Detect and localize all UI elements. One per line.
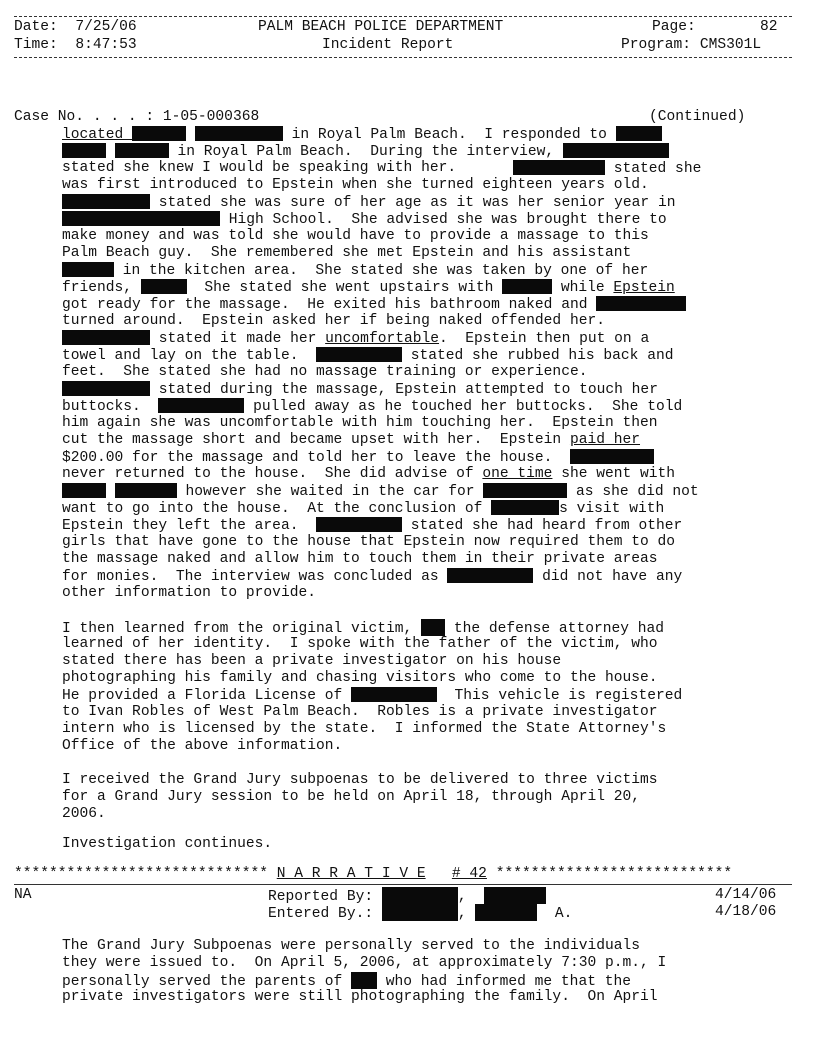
redaction xyxy=(616,126,662,141)
body-line: buttocks. pulled away as he touched her buttocks. She told xyxy=(62,399,683,415)
time-value: 8:47:53 xyxy=(75,37,137,53)
redaction xyxy=(62,381,150,396)
body-line: towel and lay on the table. stated she rubbed his back and xyxy=(62,348,674,364)
page-number: 82 xyxy=(760,19,778,35)
redaction xyxy=(62,211,220,226)
body-line: Office of the above information. xyxy=(62,738,343,754)
body-line: in Royal Palm Beach. During the interview, xyxy=(62,143,669,161)
body-line: other information to provide. xyxy=(62,585,316,601)
body-line: stated she knew I would be speaking with her. xyxy=(62,160,474,176)
body-line: for monies. The interview was concluded as did not have any xyxy=(62,569,683,585)
redaction xyxy=(351,687,437,702)
entered-by-line: Entered By.: , A. xyxy=(268,906,573,922)
reported-by-line: Reported By: , xyxy=(268,887,546,906)
redaction xyxy=(447,568,533,583)
redaction xyxy=(115,483,177,498)
body-line: intern who is licensed by the state. I informed the State Attorney's xyxy=(62,721,667,737)
body-line: stated she was sure of her age as it was her senior year in xyxy=(62,194,675,212)
redaction xyxy=(382,904,458,921)
redaction xyxy=(316,517,402,532)
redaction xyxy=(475,904,537,921)
body-line: Investigation continues. xyxy=(62,836,273,852)
narrative-rule xyxy=(14,884,792,885)
program-value: CMS301L xyxy=(699,37,762,53)
body-line: make money and was told she would have to provide a massage to this xyxy=(62,228,649,244)
body-line: got ready for the massage. He exited his bathroom naked and xyxy=(62,296,686,314)
body-line: High School. She advised she was brought there to xyxy=(62,211,667,229)
body-line: photographing his family and chasing visitors who come to the house. xyxy=(62,670,658,686)
body-line: stated it made her uncomfortable. Epstein then put on a xyxy=(62,330,649,348)
body-line: cut the massage short and became upset with her. Epstein paid her xyxy=(62,432,641,448)
time-label: Time: xyxy=(14,37,58,53)
narrative-title: N A R R A T I V E xyxy=(276,866,426,882)
redaction xyxy=(596,296,686,311)
continued-label: (Continued) xyxy=(649,109,746,125)
redaction xyxy=(62,330,150,345)
redaction xyxy=(570,449,654,464)
header-bottom-rule xyxy=(14,57,792,58)
redaction xyxy=(563,143,669,158)
body-line: however she waited in the car for as she did not xyxy=(62,483,699,501)
body-line: Palm Beach guy. She remembered she met Epstein and his assistant xyxy=(62,245,632,261)
narrative-line: they were issued to. On April 5, 2006, at approximately 7:30 p.m., I xyxy=(62,955,667,971)
redaction xyxy=(62,143,106,158)
redaction xyxy=(158,398,244,413)
narrative-code: NA xyxy=(14,887,32,903)
body-line: girls that have gone to the house that Epstein now required them to do xyxy=(62,534,676,550)
case-number: Case No. . . . : 1-05-000368 xyxy=(14,109,260,125)
body-line: turned around. Epstein asked her if being naked offended her. xyxy=(62,313,605,329)
program-line xyxy=(621,37,761,54)
narrative-line: private investigators were still photographing the family. On April xyxy=(62,989,658,1005)
redaction xyxy=(115,143,169,158)
redaction xyxy=(382,887,458,904)
redaction xyxy=(483,483,567,498)
redaction xyxy=(502,279,552,294)
body-line: $200.00 for the massage and told her to leave the house. xyxy=(62,449,654,467)
body-line: feet. She stated she had no massage training or experience. xyxy=(62,364,588,380)
narrative-line: personally served the parents of who had informed me that the xyxy=(62,974,631,990)
program-label: Program: xyxy=(621,37,692,53)
body-line: learned of her identity. I spoke with the father of the victim, who xyxy=(62,636,658,652)
header-top-rule xyxy=(14,16,792,17)
redaction xyxy=(62,194,150,209)
body-line: want to go into the house. At the conclusion of s visit with xyxy=(62,501,665,517)
redaction xyxy=(351,972,377,989)
body-line: never returned to the house. She did advise of one time she went with xyxy=(62,466,676,482)
entered-date: 4/18/06 xyxy=(715,904,777,920)
redaction xyxy=(141,279,187,294)
page-label: Page: xyxy=(652,19,696,35)
narrative-separator: ***************************** N A R R A T I V E # 42 *************************** xyxy=(14,866,733,882)
body-line: stated there has been a private investigator on his house xyxy=(62,653,562,669)
body-line: I then learned from the original victim, the defense attorney had xyxy=(62,621,665,637)
body-line: He provided a Florida License of This vehicle is registered xyxy=(62,688,683,704)
redaction xyxy=(484,887,546,904)
body-line: the massage naked and allow him to touch them in their private areas xyxy=(62,551,658,567)
redaction xyxy=(316,347,402,362)
reported-date: 4/14/06 xyxy=(715,887,777,903)
body-line: for a Grand Jury session to be held on April 18, through April 20, xyxy=(62,789,641,805)
redaction xyxy=(195,126,283,141)
date-label: Date: xyxy=(14,19,58,35)
redaction xyxy=(491,500,559,515)
body-line: stated during the massage, Epstein attempted to touch her xyxy=(62,381,658,399)
redaction xyxy=(132,126,186,141)
body-line: stated she xyxy=(513,160,701,178)
department-name: PALM BEACH POLICE DEPARTMENT xyxy=(258,19,504,35)
body-line: Epstein they left the area. stated she had heard from other xyxy=(62,518,683,534)
body-line: 2006. xyxy=(62,806,106,822)
body-line: him again she was uncomfortable with him touching her. Epstein then xyxy=(62,415,658,431)
body-line: I received the Grand Jury subpoenas to be delivered to three victims xyxy=(62,772,658,788)
body-line: friends, She stated she went upstairs with while Epstein xyxy=(62,280,675,296)
body-line: to Ivan Robles of West Palm Beach. Robles is a private investigator xyxy=(62,704,658,720)
date-value: 7/25/06 xyxy=(75,19,137,35)
body-line: located in Royal Palm Beach. I responded to xyxy=(62,126,662,144)
redaction xyxy=(421,619,445,636)
body-line: in the kitchen area. She stated she was taken by one of her xyxy=(62,262,648,280)
redaction xyxy=(62,483,106,498)
body-line: was first introduced to Epstein when she turned eighteen years old. xyxy=(62,177,649,193)
date-line xyxy=(14,19,137,36)
narrative-number: # 42 xyxy=(451,866,487,882)
time-line xyxy=(14,37,137,54)
narrative-line: The Grand Jury Subpoenas were personally served to the individuals xyxy=(62,938,641,954)
redaction xyxy=(62,262,114,277)
redaction xyxy=(513,160,605,175)
report-type: Incident Report xyxy=(322,37,454,53)
